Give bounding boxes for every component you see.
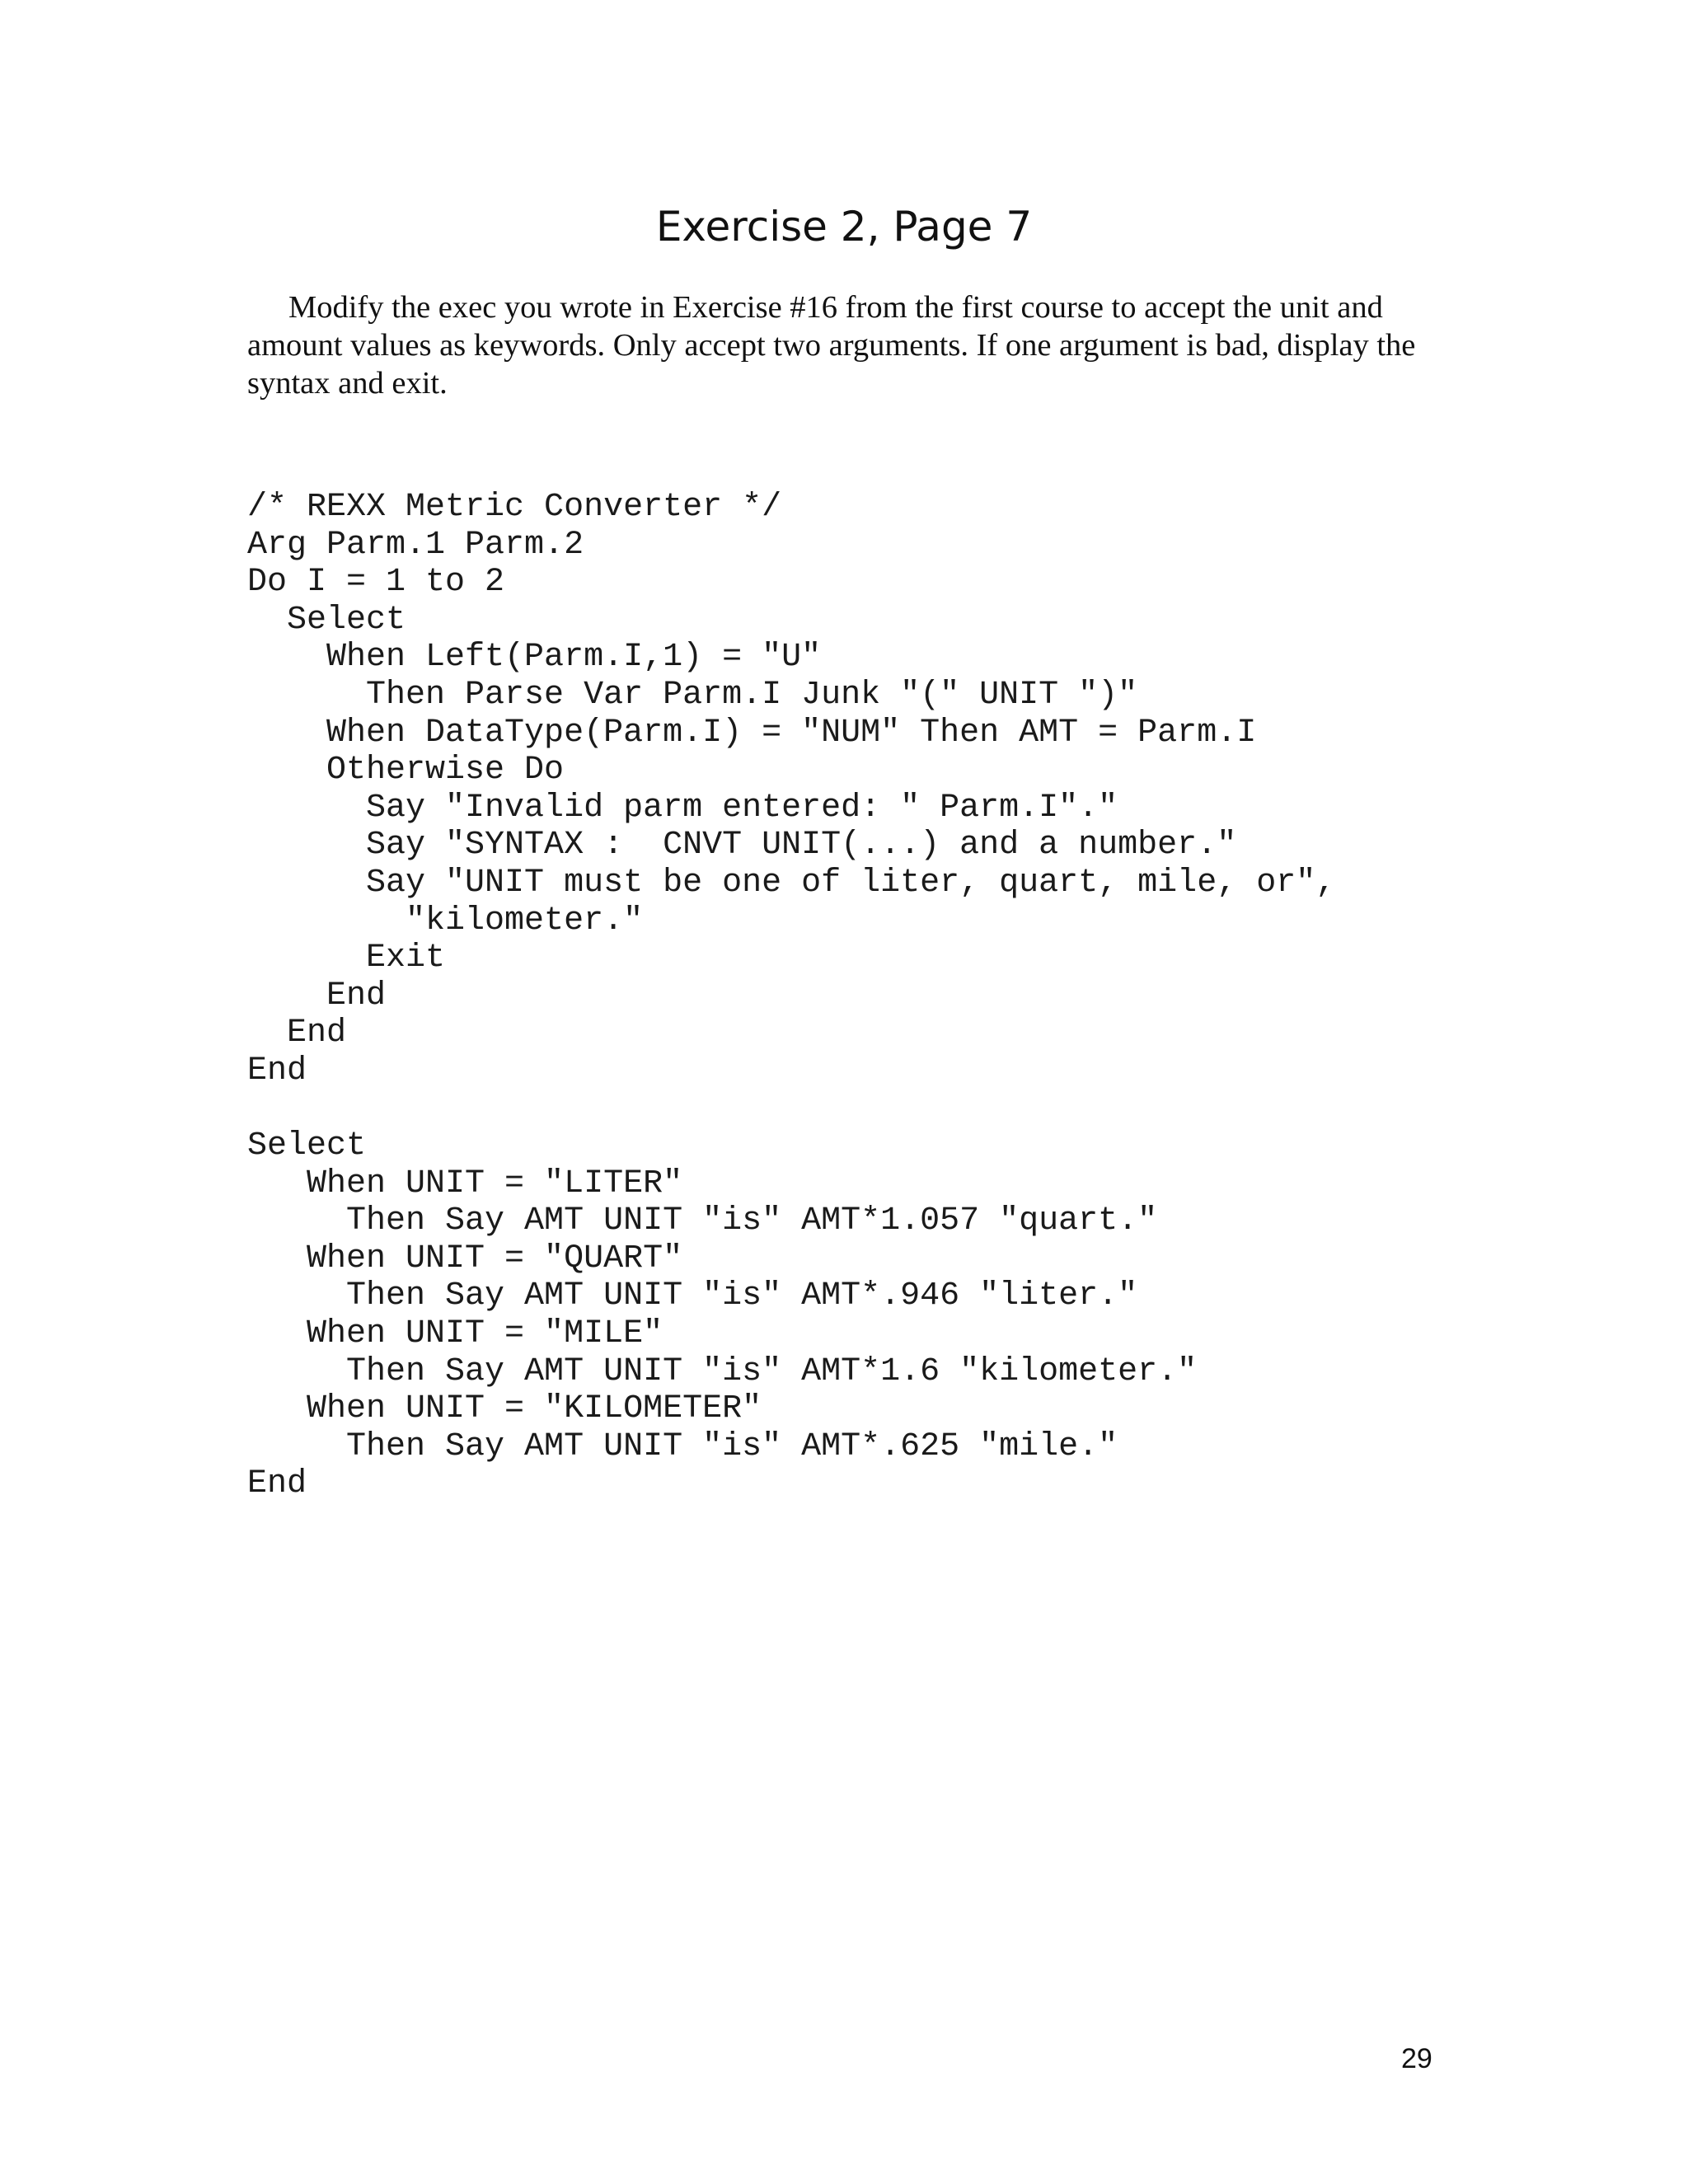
code-line: End: [247, 1052, 307, 1090]
code-line: When UNIT = "KILOMETER": [247, 1390, 762, 1428]
code-line: Exit: [247, 940, 446, 977]
code-line: Say "UNIT must be one of liter, quart, mile, or",: [247, 864, 1336, 902]
code-line: Select: [247, 1127, 367, 1165]
code-line: End: [247, 1465, 307, 1503]
code-line: [247, 1090, 1335, 1128]
code-line: Do I = 1 to 2: [247, 564, 505, 602]
code-line: Then Parse Var Parm.I Junk "(" UNIT ")": [247, 676, 1138, 714]
code-line: Select: [247, 601, 406, 639]
intro-paragraph: Modify the exec you wrote in Exercise #16 from the first course to accept the unit and amount values as keywords. Only accept two arguments. If one argument is bad, display the syntax and exit.: [247, 290, 1416, 401]
code-line: Then Say AMT UNIT "is" AMT*.946 "liter.": [247, 1277, 1138, 1315]
code-line: Then Say AMT UNIT "is" AMT*1.057 "quart.": [247, 1202, 1158, 1240]
code-line: Then Say AMT UNIT "is" AMT*1.6 "kilometer.": [247, 1352, 1198, 1390]
code-line: When Left(Parm.I,1) = "U": [247, 639, 822, 677]
code-line: End: [247, 1015, 347, 1052]
code-line: When DataType(Parm.I) = "NUM" Then AMT = Parm.I: [247, 714, 1257, 752]
page-title: Exercise 2, Page 7: [655, 203, 1033, 251]
code-line: When UNIT = "QUART": [247, 1240, 683, 1277]
code-line: When UNIT = "LITER": [247, 1165, 683, 1202]
code-line: /* REXX Metric Converter */: [247, 489, 782, 526]
code-line: Then Say AMT UNIT "is" AMT*.625 "mile.": [247, 1427, 1118, 1465]
code-line: When UNIT = "MILE": [247, 1315, 663, 1353]
code-listing: [247, 489, 1335, 1503]
code-line: Say "SYNTAX : CNVT UNIT(...) and a number.": [247, 827, 1237, 865]
code-line: "kilometer.": [247, 902, 644, 940]
page-number: 29: [1401, 2043, 1432, 2074]
code-line: End: [247, 977, 387, 1015]
code-line: Say "Invalid parm entered: " Parm.I".": [247, 789, 1118, 827]
code-line: Otherwise Do: [247, 752, 565, 790]
code-line: Arg Parm.1 Parm.2: [247, 526, 584, 564]
